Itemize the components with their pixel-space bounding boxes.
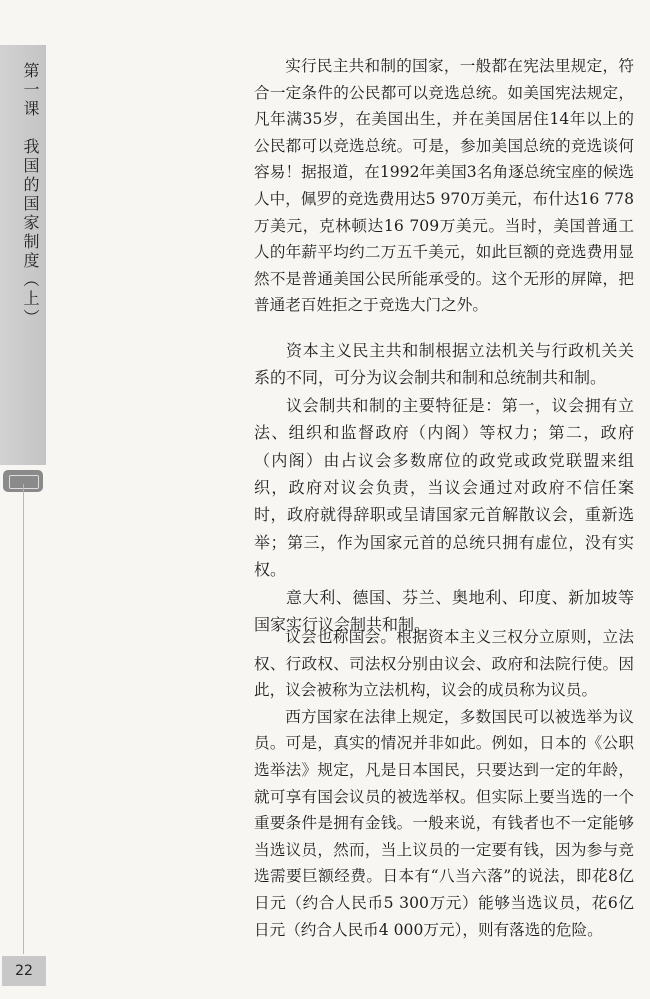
page-number: 22 (2, 956, 46, 986)
main-text (254, 338, 634, 639)
reading-paragraph: 议会也称国会。根据资本主义三权分立原则，立法权、行政权、司法权分别由议会、政府和法院行使。因此，议会被称为立法机构，议会的成员称为议员。 (254, 628, 634, 700)
lesson-title-vertical: 第一课 我国的国家制度（上） (21, 62, 40, 328)
body-paragraph: 议会制共和制的主要特征是：第一，议会拥有立法、组织和监督政府（内阁）等权力；第二，政府（内阁）由占议会多数席位的政党或政党联盟来组织，政府对议会负责，当议会通过对政府不信任案时，政府就得辞职或呈请国家元首解散议会，重新选举；第三，作为国家元首的总统只拥有虚位，没有实权。 (254, 397, 634, 580)
margin-divider-line (23, 484, 24, 954)
reading-paragraph: 西方国家在法律上规定，多数国民可以被选举为议员。可是，真实的情况并非如此。例如，日本的《公职选举法》规定，凡是日本国民，只要达到一定的年龄，就可享有国会议员的被选举权。但实际上要当选的一个重要条件是拥有金钱。一般来说，有钱者也不一定能够当选议员，然而，当上议员的一定要有钱，因为参与竞选需要巨额经费。日本有“八当六落”的说法，即花8亿日元（约合人民币5 300万元）能够当选议员，花6亿日元（约合人民币4 000万元），则有落选的危险。 (254, 707, 634, 939)
body-paragraph: 意大利、德国、芬兰、奥地利、印度、新加坡等国家实行议会制共和制。 (254, 589, 634, 635)
body-paragraph: 资本主义民主共和制根据立法机关与行政机关关系的不同，可分为议会制共和制和总统制共和制。 (254, 343, 634, 388)
reading-paragraph: 实行民主共和制的国家，一般都在宪法里规定，符合一定条件的公民都可以竞选总统。如美国宪法规定，凡年满35岁，在美国出生，并在美国居住14年以上的公民都可以竞选总统。可是，参加美国总统的竞选谈何容易！据报道，在1992年美国3名角逐总统宝座的候选人中，佩罗的竞选费用达5 970万美元，布什达16 778万美元，克林顿达16 709万美元。当时，美国普通工人的年薪平均约二万五千美元，如此巨额的竞选费用显然不是普通美国公民所能承受的。这个无形的屏障，把普通老百姓拒之于竞选大门之外。 (254, 57, 634, 315)
reading-box-parliament (254, 624, 634, 943)
reading-box-us-election (254, 53, 634, 319)
